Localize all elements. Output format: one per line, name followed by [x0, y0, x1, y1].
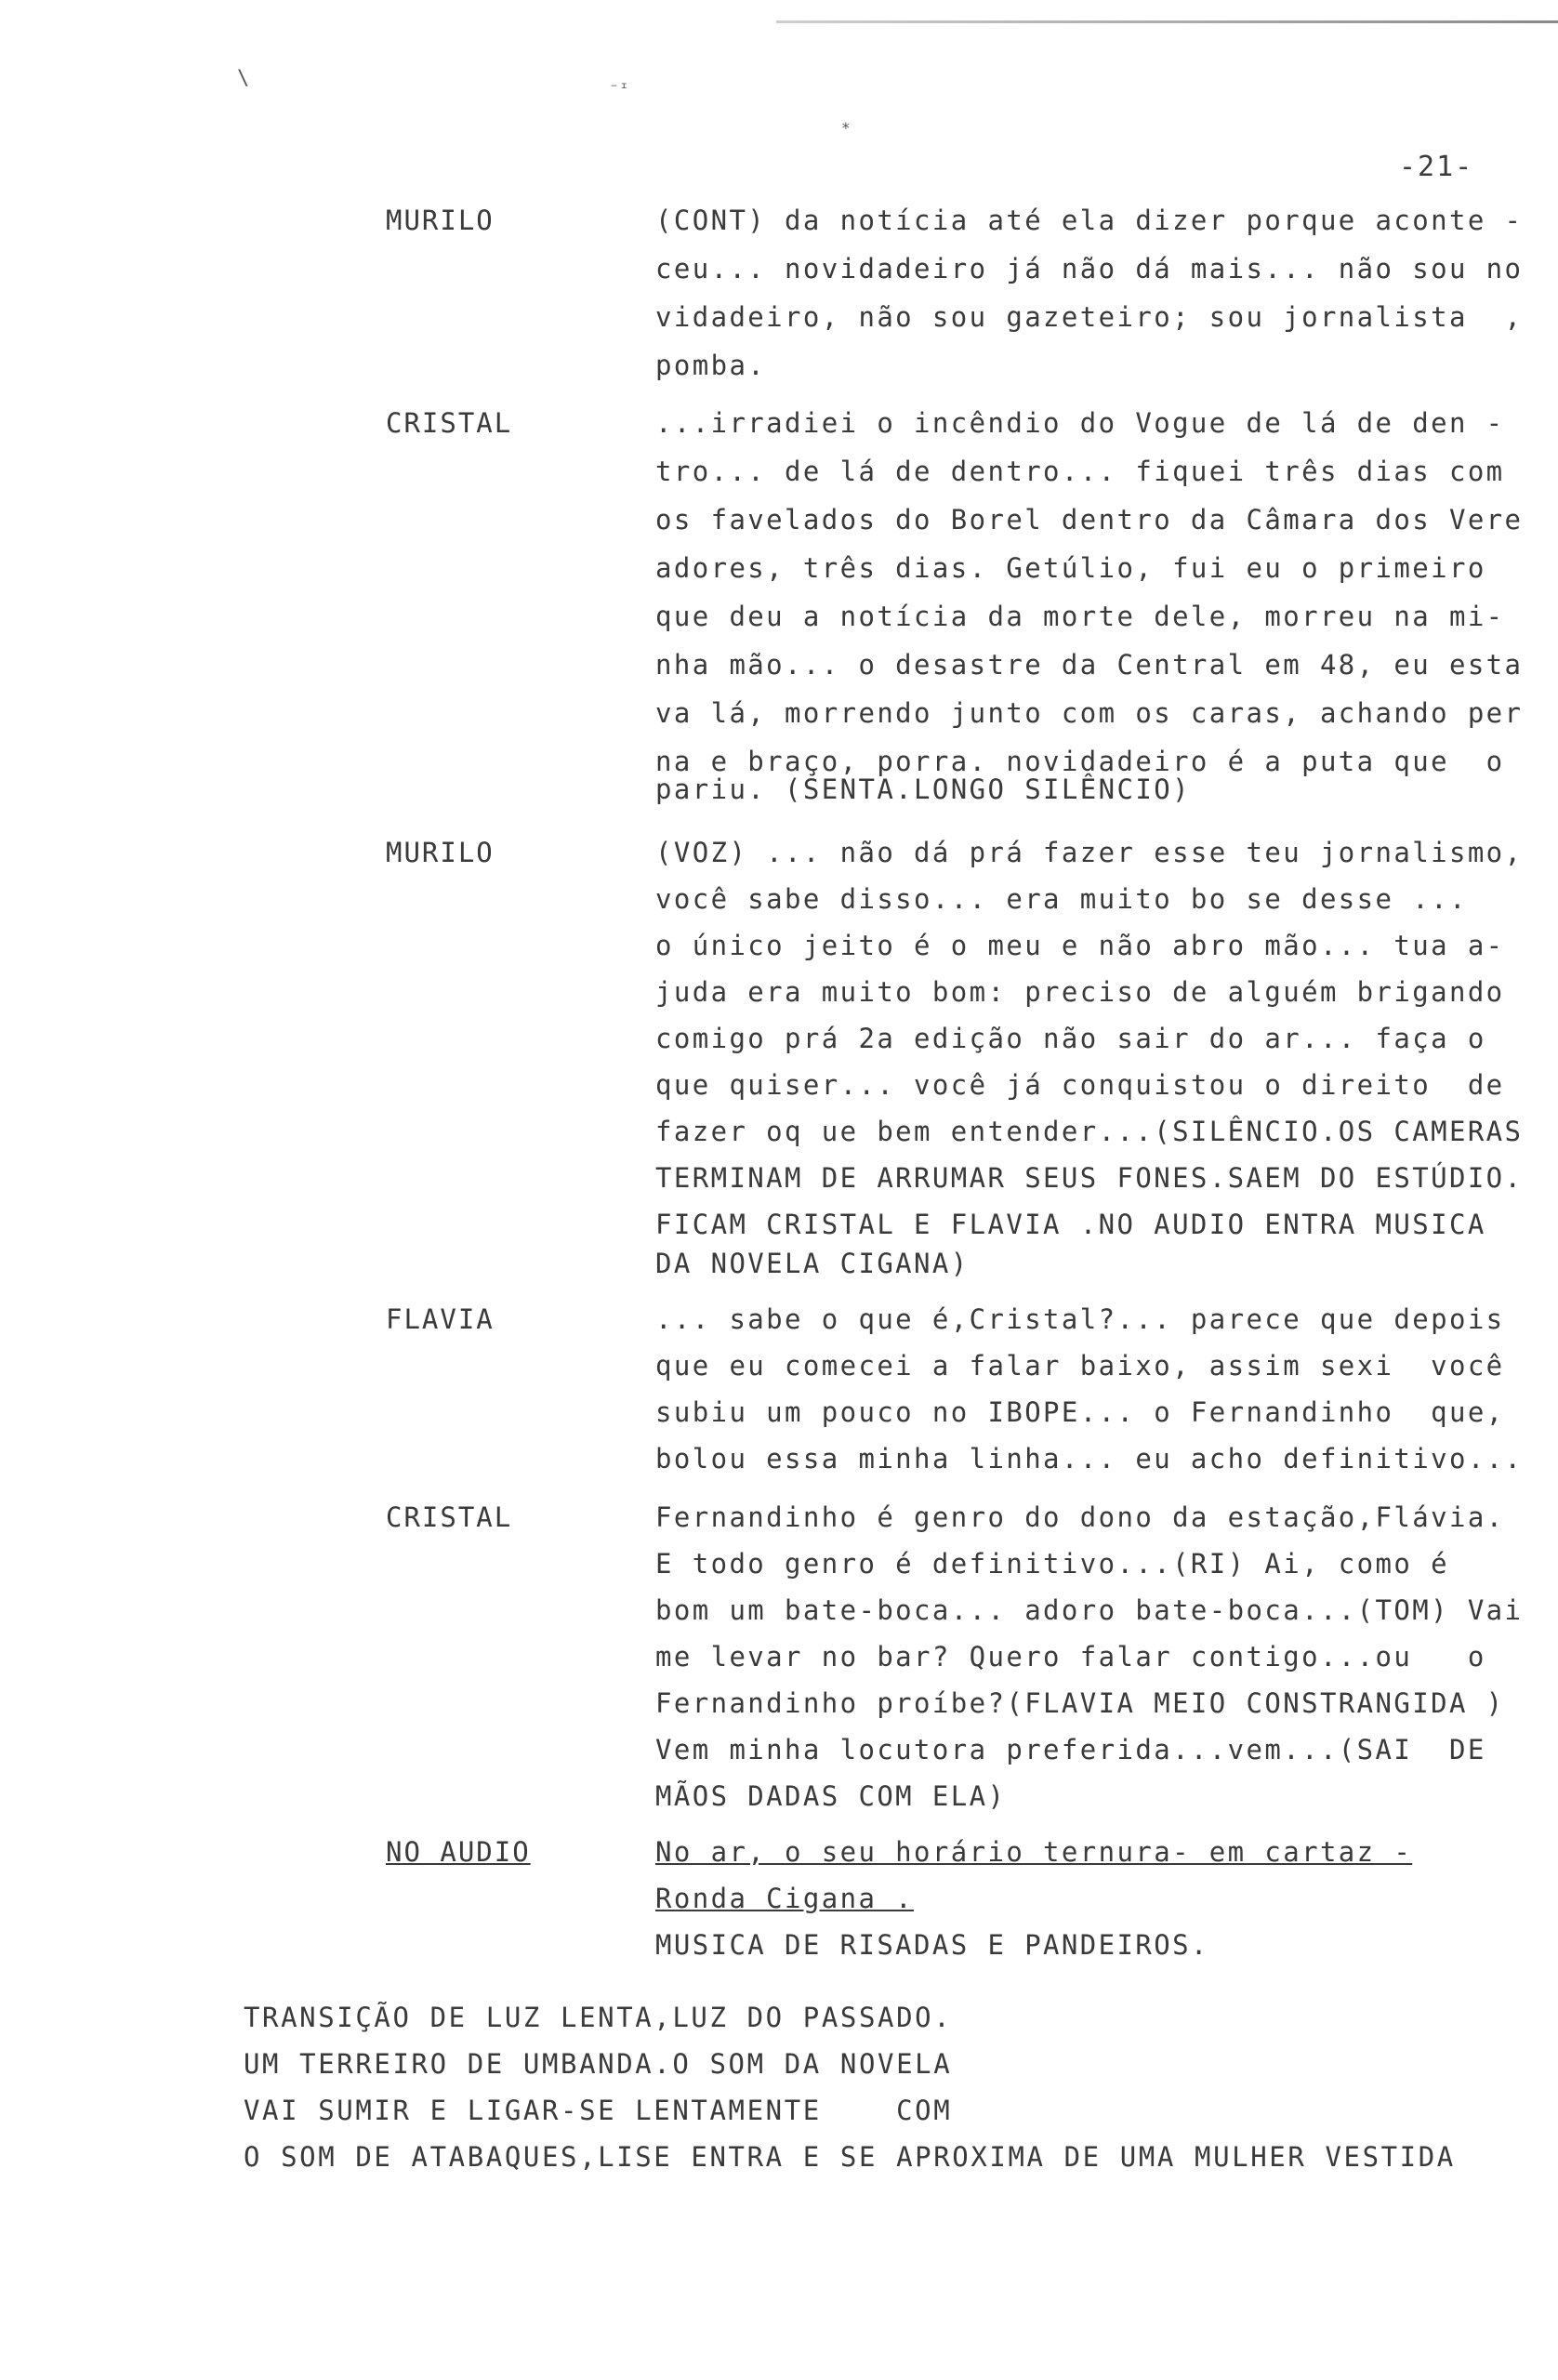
page-number: -21- — [1399, 151, 1474, 183]
scan-speck: \ — [237, 67, 250, 90]
dialogue-line: nha mão... o desastre da Central em 48, eu esta — [655, 649, 1524, 681]
stage-direction-line: TRANSIÇÃO DE LUZ LENTA,LUZ DO PASSADO. — [244, 2002, 953, 2033]
dialogue-line: que deu a notícia da morte dele, morreu na mi- — [655, 601, 1505, 632]
dialogue-line: na e braço, porra. novidadeiro é a puta que o — [655, 746, 1505, 777]
dialogue-line: ...irradiei o incêndio do Vogue de lá de den - — [655, 407, 1505, 439]
speaker-name: FLAVIA — [386, 1303, 495, 1335]
dialogue-line: MÃOS DADAS COM ELA) — [655, 1780, 1007, 1812]
dialogue-line: Fernandinho é genro do dono da estação,Flávia. — [655, 1501, 1505, 1533]
dialogue-line: Ronda Cigana . — [655, 1883, 915, 1914]
dialogue-line: va lá, morrendo junto com os caras, achando per — [655, 697, 1524, 729]
dialogue-line: tro... de lá de dentro... fiquei três dias com — [655, 456, 1505, 487]
dialogue-line: bom um bate-boca... adoro bate-boca...(TOM) Vai — [655, 1594, 1524, 1626]
speaker-name: MURILO — [386, 205, 495, 236]
dialogue-line: comigo prá 2a edição não sair do ar... faça o — [655, 1023, 1486, 1054]
dialogue-line: MUSICA DE RISADAS E PANDEIROS. — [655, 1929, 1209, 1961]
dialogue-line: você sabe disso... era muito bo se desse ... — [655, 883, 1468, 915]
dialogue-line: No ar, o seu horário ternura- em cartaz - — [655, 1836, 1413, 1868]
dialogue-line: adores, três dias. Getúlio, fui eu o primeiro — [655, 552, 1486, 584]
dialogue-line: subiu um pouco no IBOPE... o Fernandinho que, — [655, 1396, 1505, 1428]
dialogue-line: fazer oq ue bem entender...(SILÊNCIO.OS CAMERAS — [655, 1116, 1524, 1147]
speaker-name: CRISTAL — [386, 407, 513, 439]
speaker-name: NO AUDIO — [386, 1836, 531, 1868]
dialogue-line: ... sabe o que é,Cristal?... parece que depois — [655, 1303, 1505, 1335]
dialogue-line: ceu... novidadeiro já não dá mais... não sou no — [655, 253, 1524, 284]
dialogue-line: que eu comecei a falar baixo, assim sexi você — [655, 1350, 1505, 1382]
stage-direction-line: O SOM DE ATABAQUES,LISE ENTRA E SE APROXIMA DE UMA MULHER VESTIDA — [244, 2141, 1456, 2173]
speaker-name: MURILO — [386, 837, 495, 868]
dialogue-line: o único jeito é o meu e não abro mão... tua a- — [655, 930, 1505, 961]
dialogue-line: Fernandinho proíbe?(FLAVIA MEIO CONSTRANGIDA ) — [655, 1687, 1505, 1719]
stage-direction-line: UM TERREIRO DE UMBANDA.O SOM DA NOVELA — [244, 2048, 953, 2080]
dialogue-line: (VOZ) ... não dá prá fazer esse teu jornalismo, — [655, 837, 1524, 868]
dialogue-line: E todo genro é definitivo...(RI) Ai, como é — [655, 1548, 1449, 1580]
speaker-name: CRISTAL — [386, 1501, 513, 1533]
dialogue-line: me levar no bar? Quero falar contigo...ou o — [655, 1641, 1486, 1673]
dialogue-line: pariu. (SENTA.LONGO SILÊNCIO) — [655, 774, 1191, 805]
dialogue-line: (CONT) da notícia até ela dizer porque aconte - — [655, 205, 1524, 236]
dialogue-line: Vem minha locutora preferida...vem...(SAI DE — [655, 1734, 1486, 1765]
dialogue-line: bolou essa minha linha... eu acho definitivo... — [655, 1443, 1524, 1474]
dialogue-line: vidadeiro, não sou gazeteiro; sou jornalista , — [655, 301, 1524, 333]
dialogue-line: que quiser... você já conquistou o direito de — [655, 1069, 1505, 1101]
scan-speck: * — [841, 119, 851, 137]
top-rule — [776, 20, 1558, 23]
dialogue-line: FICAM CRISTAL E FLAVIA .NO AUDIO ENTRA MUSICA — [655, 1209, 1486, 1240]
dialogue-line: juda era muito bom: preciso de alguém brigando — [655, 976, 1505, 1008]
scan-speck: ⁻ᶦ — [609, 79, 629, 99]
dialogue-line: TERMINAM DE ARRUMAR SEUS FONES.SAEM DO ESTÚDIO. — [655, 1162, 1524, 1194]
dialogue-line: DA NOVELA CIGANA) — [655, 1248, 970, 1279]
stage-direction-line: VAI SUMIR E LIGAR-SE LENTAMENTE COM — [244, 2095, 953, 2126]
dialogue-line: pomba. — [655, 350, 767, 381]
dialogue-line: os favelados do Borel dentro da Câmara dos Vere — [655, 504, 1524, 536]
